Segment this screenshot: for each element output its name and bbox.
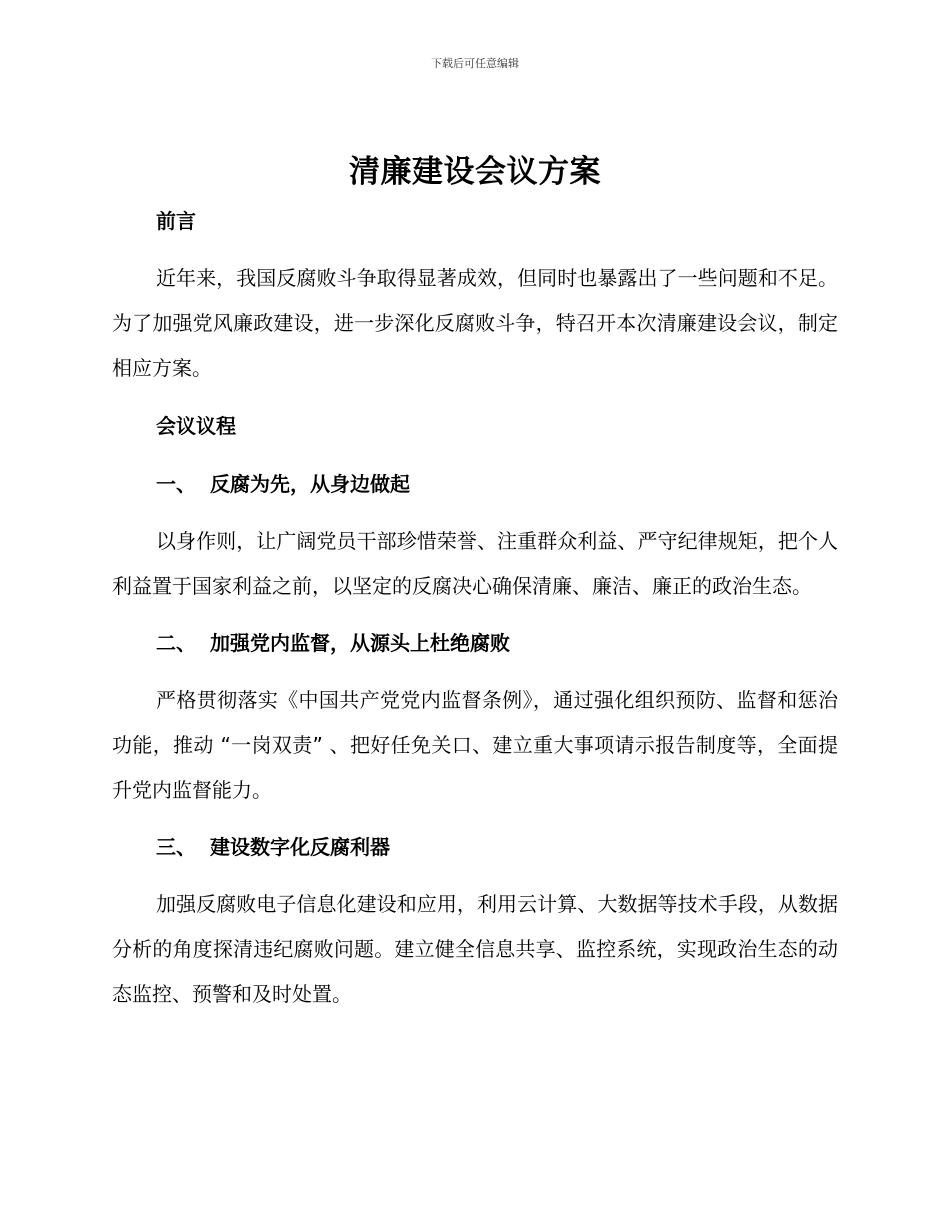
section-2-number: 二、: [156, 631, 196, 655]
section-2-paragraph: 严格贯彻落实《中国共产党党内监督条例》，通过强化组织预防、监督和惩治功能，推动 “一岗双责” 、把好任免关口、建立重大事项请示报告制度等，全面提升党内监督能力。: [112, 688, 838, 802]
section-3-paragraph: 加强反腐败电子信息化建设和应用，利用云计算、大数据等技术手段，从数据分析的角度探清违纪腐败问题。建立健全信息共享、监控系统，实现政治生态的动态监控、预警和及时处置。: [112, 892, 838, 1006]
section-3-number: 三、: [156, 835, 196, 859]
section-1-title: 反腐为先，从身边做起: [210, 472, 410, 496]
section-3-heading: [112, 833, 838, 861]
section-1-heading: [112, 470, 838, 498]
preface-paragraph: 近年来，我国反腐败斗争取得显著成效，但同时也暴露出了一些问题和不足。为了加强党风廉政建设，进一步深化反腐败斗争，特召开本次清廉建设会议，制定相应方案。: [112, 266, 838, 380]
section-2-title: 加强党内监督，从源头上杜绝腐败: [210, 631, 510, 655]
section-1-paragraph: 以身作则，让广阔党员干部珍惜荣誉、注重群众利益、严守纪律规矩，把个人利益置于国家利益之前，以坚定的反腐决心确保清廉、廉洁、廉正的政治生态。: [112, 529, 838, 598]
header-note: 下载后可任意编辑: [431, 57, 519, 70]
section-1-number: 一、: [156, 472, 196, 496]
section-3-title: 建设数字化反腐利器: [210, 835, 390, 859]
document-title: 清廉建设会议方案: [349, 154, 601, 190]
preface-heading: 前言: [156, 209, 196, 233]
agenda-heading: 会议议程: [156, 414, 236, 438]
section-2-heading: [112, 629, 838, 657]
document-body: [112, 150, 838, 1017]
